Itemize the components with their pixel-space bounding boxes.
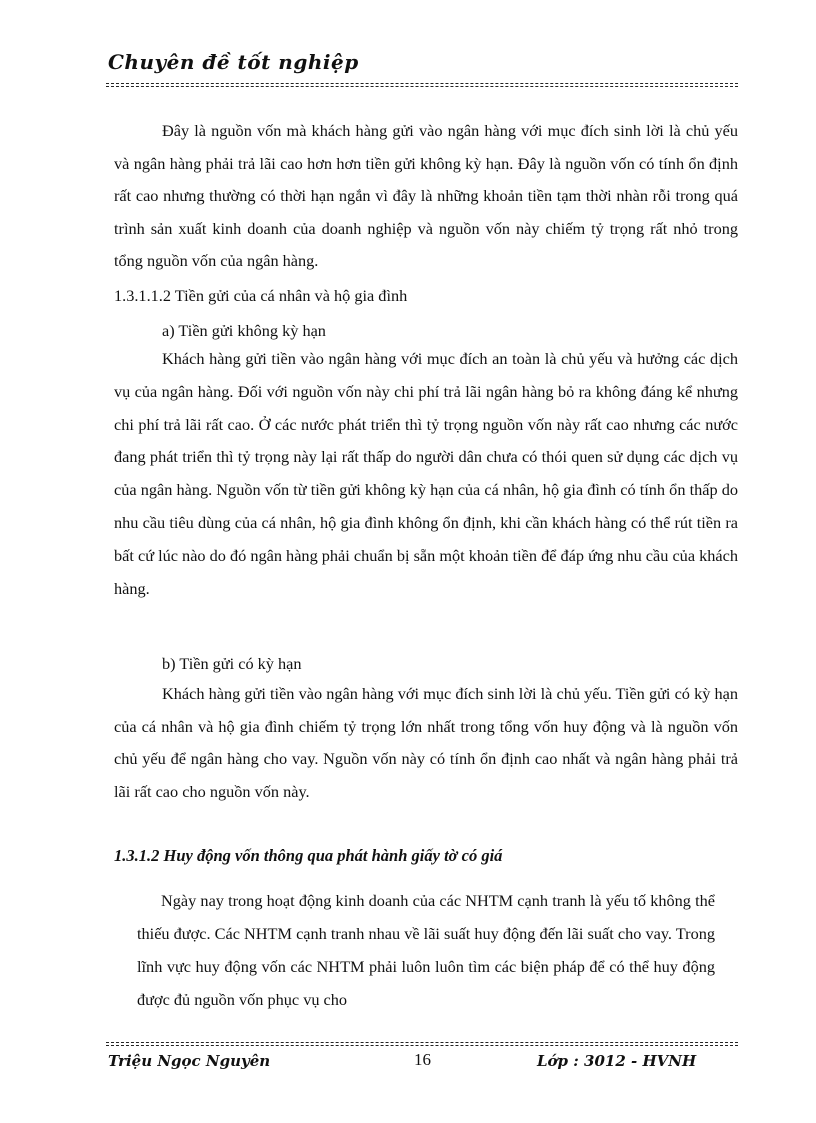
paragraph-term-deposits-enterprises: Đây là nguồn vốn mà khách hàng gửi vào ngân hàng với mục đích sinh lời là chủ yếu và ngân hàng phải trả lãi cao hơn hơn tiền gửi không kỳ hạn. Đây là nguồn vốn có tính ổn định rất cao nhưng thường có thời hạn ngắn vì đây là những khoản tiền tạm thời nhàn rỗi trong quá trình sản xuất kinh doanh của doanh nghiệp và nguồn vốn này chiếm tỷ trọng rất nhỏ trong tổng nguồn vốn của ngân hàng.: [114, 121, 738, 271]
header-rule-bottom: [106, 86, 738, 87]
section-heading-1-3-1-2: 1.3.1.2 Huy động vốn thông qua phát hành giấy tờ có giá: [114, 846, 503, 865]
paragraph-valuable-papers: Ngày nay trong hoạt động kinh doanh của các NHTM cạnh tranh là yếu tố không thể thiếu được. Các NHTM cạnh tranh nhau về lãi suất huy động đến lãi suất cho vay. Trong lĩnh vực huy động vốn các NHTM phải luôn luôn tìm các biện pháp để có thể huy động được đủ nguồn vốn phục vụ cho: [137, 891, 715, 1009]
footer-rule-top: [106, 1042, 738, 1043]
paragraph-demand-deposits: Khách hàng gửi tiền vào ngân hàng với mục đích an toàn là chủ yếu và hưởng các dịch vụ của ngân hàng. Đối với nguồn vốn này chi phí trả lãi ngân hàng bỏ ra không đáng kể nhưng chi phí trả lãi rất cao. Ở các nước phát triển thì tỷ trọng nguồn vốn này rất cao nhưng các nước đang phát triển thì tỷ trọng này lại rất thấp do người dân chưa có thói quen sử dụng các dịch vụ của ngân hàng. Nguồn vốn từ tiền gửi không kỳ hạn của cá nhân, hộ gia đình có tính ổn thấp do nhu cầu tiêu dùng của cá nhân, hộ gia đình không ổn định, khi cần khách hàng có thể rút tiền ra bất cứ lúc nào do đó ngân hàng phải chuẩn bị sẵn một khoản tiền để đáp ứng nhu cầu của khách hàng.: [114, 349, 738, 598]
footer-author: Triệu Ngọc Nguyên: [108, 1052, 271, 1070]
subheading-term-deposits: b) Tiền gửi có kỳ hạn: [162, 654, 302, 673]
section-heading-1-3-1-1-2: 1.3.1.1.2 Tiền gửi của cá nhân và hộ gia đình: [114, 286, 408, 305]
footer-rule-bottom: [106, 1045, 738, 1046]
footer-class: Lớp : 3012 - HVNH: [537, 1052, 697, 1070]
paragraph-term-deposits-individuals: Khách hàng gửi tiền vào ngân hàng với mục đích sinh lời là chủ yếu. Tiền gửi có kỳ hạn của cá nhân và hộ gia đình chiếm tỷ trọng lớn nhất trong tổng vốn huy động và là nguồn vốn chủ yếu để ngân hàng cho vay. Nguồn vốn này có tính ổn định cao nhất và ngân hàng phải trả lãi rất cao cho nguồn vốn này.: [114, 684, 738, 801]
page-number: 16: [414, 1050, 431, 1069]
subheading-demand-deposits: a) Tiền gửi không kỳ hạn: [162, 321, 326, 340]
header-title: Chuyên đề tốt nghiệp: [108, 50, 359, 74]
header-rule-top: [106, 83, 738, 84]
